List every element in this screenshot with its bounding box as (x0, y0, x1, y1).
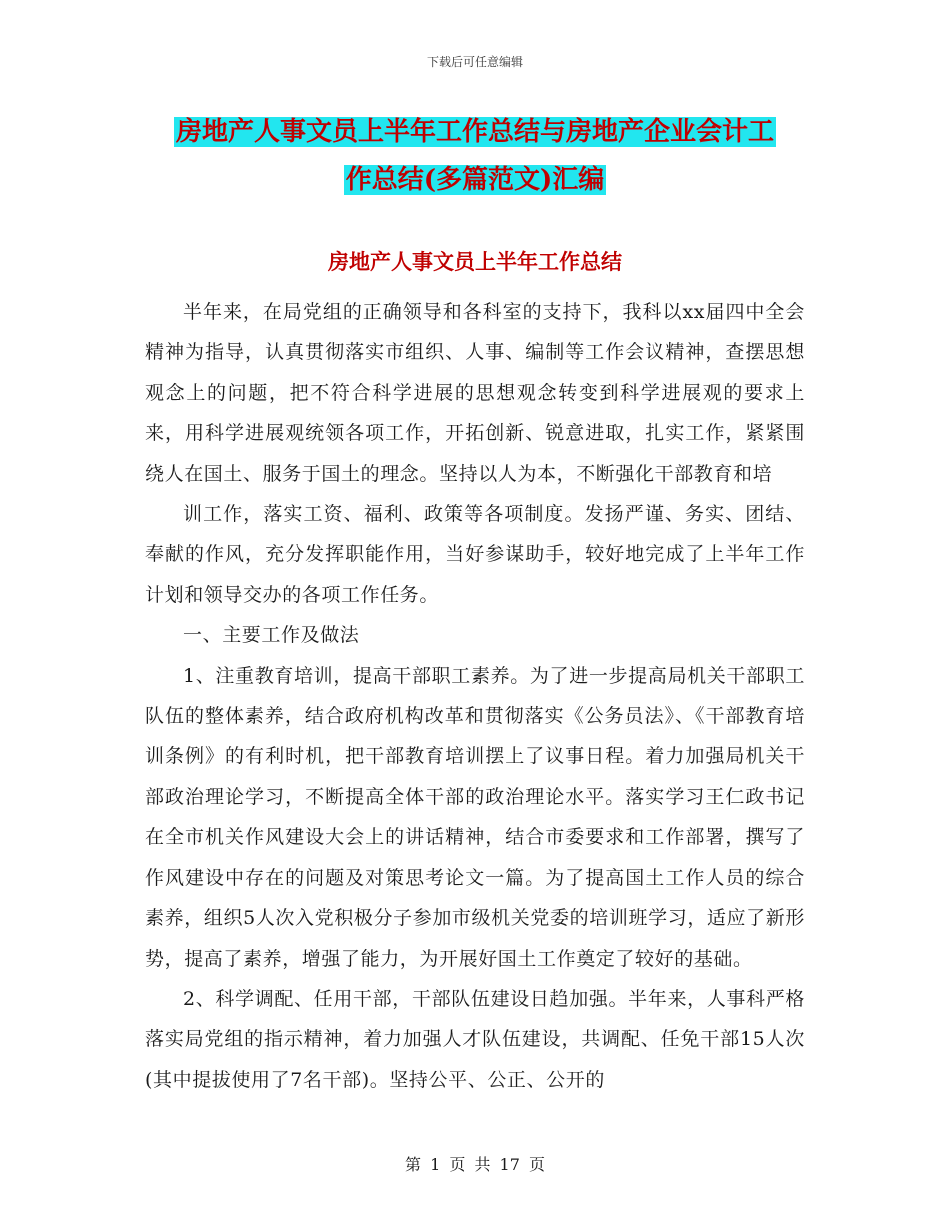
document-title (140, 108, 810, 204)
title-line-2: 作总结(多篇范文)汇编 (345, 165, 605, 195)
paragraph-heading: 一、主要工作及做法 (183, 624, 360, 647)
paragraph: 2、科学调配、任用干部，干部队伍建设日趋加强。半年来，人事科严格落实局党组的指示精神，着力加强人才队伍建设，共调配、任免干部15人次(其中提拔使用了7名干部)。坚持公平、公正、公开的 (145, 987, 805, 1091)
paragraph: 训工作，落实工资、福利、政策等各项制度。发扬严谨、务实、团结、奉献的作风，充分发挥职能作用，当好参谋助手，较好地完成了上半年工作计划和领导交办的各项工作任务。 (145, 503, 805, 606)
section-title: 房地产人事文员上半年工作总结 (328, 249, 622, 274)
paragraph: 半年来，在局党组的正确领导和各科室的支持下，我科以xx届四中全会精神为指导，认真贯彻落实市组织、人事、编制等工作会议精神，查摆思想观念上的问题，把不符合科学进展的思想观念转变到科学进展观的要求上来，用科学进展观统领各项工作，开拓创新、锐意进取，扎实工作，紧紧围绕人在国土、服务于国土的理念。坚持以人为本，不断强化干部教育和培 (145, 301, 805, 485)
page-indicator: 第 1 页 共 17 页 (405, 1155, 545, 1174)
body-text (145, 292, 805, 1100)
header-note: 下载后可任意编辑 (426, 55, 523, 69)
title-line-1: 房地产人事文员上半年工作总结与房地产企业会计工 (175, 117, 774, 147)
paragraph: 1、注重教育培训，提高干部职工素养。为了进一步提高局机关干部职工队伍的整体素养，结合政府机构改革和贯彻落实《公务员法》、《干部教育培训条例》的有利时机，把干部教育培训摆上了议事日程。着力加强局机关干部政治理论学习，不断提高全体干部的政治理论水平。落实学习王仁政书记在全市机关作风建设大会上的讲话精神，结合市委要求和工作部署，撰写了作风建设中存在的问题及对策思考论文一篇。为了提高国土工作人员的综合素养，组织5人次入党积极分子参加市级机关党委的培训班学习，适应了新形势，提高了素养，增强了能力，为开展好国土工作奠定了较好的基础。 (145, 664, 805, 970)
